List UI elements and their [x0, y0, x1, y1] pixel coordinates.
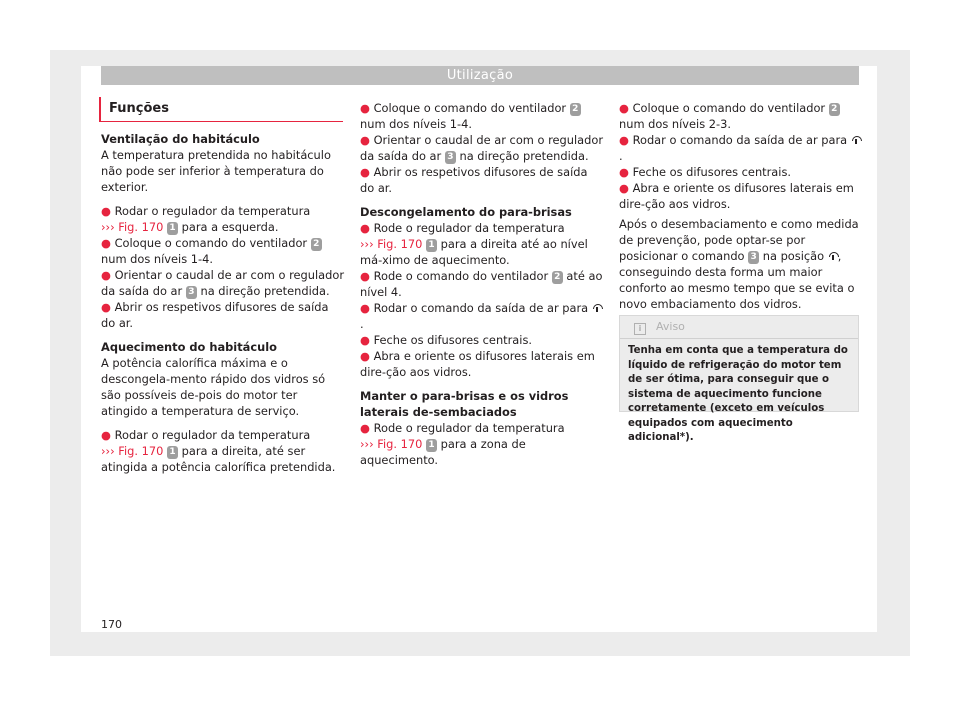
- bullet-item: ● Abrir os respetivos difusores de saída do ar.: [360, 165, 588, 195]
- callout-badge: 2: [311, 238, 322, 251]
- bullet-item: ● Abra e oriente os difusores laterais em dire-ção aos vidros.: [619, 181, 854, 211]
- bullet-icon: ●: [619, 133, 629, 147]
- figure-link[interactable]: Fig. 170: [118, 220, 164, 234]
- section-title-text: Funções: [109, 101, 169, 116]
- info-icon: i: [634, 323, 646, 335]
- heading-ventilacao: Ventilação do habitáculo: [101, 132, 260, 146]
- bullet-item: ● Coloque o comando do ventilador 2 num dos níveis 1-4.: [360, 100, 605, 132]
- bullet-icon: ●: [101, 268, 111, 282]
- bullet-item: ● Coloque o comando do ventilador 2 num dos níveis 2-3.: [619, 100, 864, 132]
- arrows-icon: ›››: [360, 237, 374, 251]
- callout-badge: 2: [829, 103, 840, 116]
- figure-link[interactable]: Fig. 170: [118, 444, 164, 458]
- bullet-item: ● Rodar o comando da saída de ar para .: [619, 132, 864, 164]
- bullet-icon: ●: [101, 236, 111, 250]
- callout-badge: 3: [445, 151, 456, 164]
- notice-box: [619, 315, 859, 443]
- notice-label: Aviso: [656, 320, 685, 333]
- callout-badge: 2: [570, 103, 581, 116]
- bullet-item: ● Rodar o regulador da temperatura ››› Fig. 170 1 para a direita, até ser atingida a potência calorífica pretendida.: [101, 428, 336, 474]
- bullet-icon: ●: [360, 349, 370, 363]
- column-right: [619, 100, 864, 312]
- bullet-item: ● Coloque o comando do ventilador 2 num dos níveis 1-4.: [101, 235, 346, 267]
- defrost-icon: [828, 252, 838, 260]
- bullet-item: ● Rodar o comando da saída de ar para .: [360, 300, 605, 332]
- bullet-item: ● Feche os difusores centrais.: [360, 333, 533, 347]
- bullet-icon: ●: [360, 333, 370, 347]
- bullet-icon: ●: [619, 165, 629, 179]
- column-middle: [360, 100, 605, 468]
- callout-badge: 1: [426, 239, 437, 252]
- bullet-item: ● Orientar o caudal de ar com o regulador da saída do ar 3 na direção pretendida.: [101, 268, 345, 298]
- bullet-icon: ●: [360, 221, 370, 235]
- callout-badge: 1: [167, 222, 178, 235]
- bullet-icon: ●: [101, 204, 111, 218]
- bullet-icon: ●: [619, 101, 629, 115]
- arrows-icon: ›››: [360, 437, 374, 451]
- heading-desembaciados: Manter o para-brisas e os vidros laterais de-sembaciados: [360, 389, 569, 419]
- bullet-item: ● Rode o regulador da temperatura ››› Fig. 170 1 para a zona de aquecimento.: [360, 421, 565, 467]
- callout-badge: 3: [186, 286, 197, 299]
- bullet-item: ● Rodar o regulador da temperatura ››› Fig. 170 1 para a esquerda.: [101, 204, 311, 234]
- figure-link[interactable]: Fig. 170: [377, 437, 423, 451]
- callout-badge: 1: [167, 446, 178, 459]
- heading-descongelamento: Descongelamento do para-brisas: [360, 205, 572, 219]
- bullet-item: ● Orientar o caudal de ar com o regulador da saída do ar 3 na direção pretendida.: [360, 133, 604, 163]
- bullet-icon: ●: [360, 301, 370, 315]
- notice-header: [620, 316, 858, 339]
- page-number: 170: [101, 618, 122, 631]
- bullet-icon: ●: [101, 300, 111, 314]
- paragraph: A potência calorífica máxima e o descongela-mento rápido dos vidros só são possíveis de-pois do motor ter atingido a temperatura de serviço.: [101, 356, 326, 418]
- intro-paragraph: A temperatura pretendida no habitáculo não pode ser inferior à temperatura do exterior.: [101, 148, 331, 194]
- windscreen-vent-icon: [851, 136, 861, 144]
- bullet-icon: ●: [360, 421, 370, 435]
- section-title: [99, 97, 343, 122]
- chapter-header: Utilização: [101, 66, 859, 85]
- arrows-icon: ›››: [101, 444, 115, 458]
- bullet-item: ● Abra e oriente os difusores laterais em dire-ção aos vidros.: [360, 349, 595, 379]
- bullet-item: ● Rode o regulador da temperatura ››› Fig. 170 1 para a direita até ao nível má-ximo de aquecimento.: [360, 221, 588, 267]
- bullet-icon: ●: [360, 269, 370, 283]
- bullet-item: ● Rode o comando do ventilador 2 até ao nível 4.: [360, 269, 603, 299]
- callout-badge: 2: [552, 271, 563, 284]
- heading-aquecimento: Aquecimento do habitáculo: [101, 340, 277, 354]
- bullet-icon: ●: [360, 101, 370, 115]
- bullet-icon: ●: [360, 133, 370, 147]
- bullet-icon: ●: [360, 165, 370, 179]
- callout-badge: 3: [748, 251, 759, 264]
- arrows-icon: ›››: [101, 220, 115, 234]
- bullet-icon: ●: [619, 181, 629, 195]
- column-left: [101, 131, 346, 475]
- notice-text: Tenha em conta que a temperatura do líquido de refrigeração do motor tem de ser ótima, para conseguir que o sistema de aquecimento funcione corretamente (exceto em veículos equipados com aquecimento adicional*).: [628, 345, 848, 443]
- bullet-item: ● Abrir os respetivos difusores de saída do ar.: [101, 300, 329, 330]
- paragraph: Após o desembaciamento e como medida de prevenção, pode optar-se por posicionar o comando 3 na posição , conseguindo desta forma um maior conforto ao mesmo tempo que se evita o novo embaciamento dos vidros.: [619, 217, 859, 311]
- bullet-icon: ●: [101, 428, 111, 442]
- windscreen-vent-icon: [592, 304, 602, 312]
- callout-badge: 1: [426, 439, 437, 452]
- figure-link[interactable]: Fig. 170: [377, 237, 423, 251]
- bullet-item: ● Feche os difusores centrais.: [619, 165, 792, 179]
